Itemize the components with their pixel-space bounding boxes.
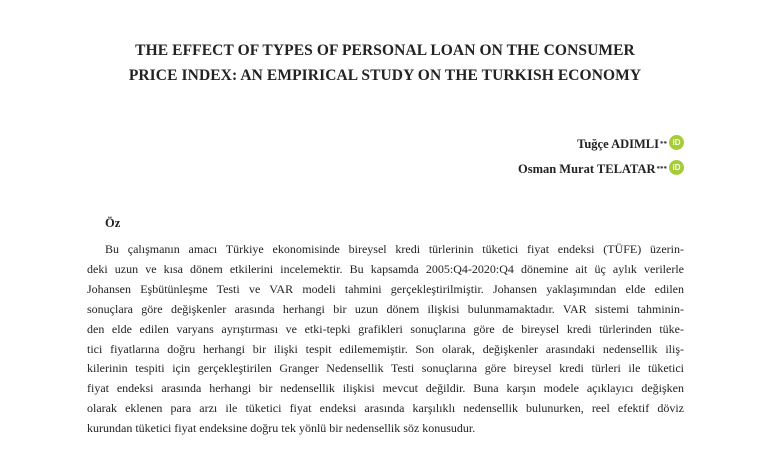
author-name: Tuğçe ADIMLI <box>577 137 659 151</box>
paper-title <box>60 38 710 88</box>
abstract-heading: Öz <box>105 216 121 230</box>
author-1 <box>518 132 684 157</box>
title-line-2: PRICE INDEX: AN EMPIRICAL STUDY ON THE TURKISH ECONOMY <box>128 67 642 84</box>
orcid-icon[interactable]: iD <box>669 135 684 150</box>
abstract-body <box>87 240 684 439</box>
author-footnote-mark: *** <box>656 165 667 173</box>
author-name: Osman Murat TELATAR <box>517 162 656 176</box>
abstract-line: sonuçlara göre değişkenler arasında herhangi bir uzun dönem ilişkisi bulunmamaktadır. VAR sistemi tahminin- <box>87 301 684 316</box>
abstract-line: Johansen Eşbütünleşme Testi ve VAR modeli tahmini gerçekleştirilmiştir. Johansen yaklaşımından elde edilen <box>87 281 684 296</box>
abstract-line: Bu çalışmanın amacı Türkiye ekonomisinde bireysel kredi türlerinin tüketici fiyat endeksi (TÜFE) üzerin- <box>105 242 684 256</box>
author-2 <box>518 157 684 182</box>
abstract-line: kilerinin tespiti için gerçekleştirilen Granger Nedensellik Testi sonuçlarına göre bireysel kredi türleri ile tüketici <box>87 361 684 376</box>
abstract-line: kurundan tüketici fiyat endeksine doğru tek yönlü bir nedensellik söz konusudur. <box>87 421 476 436</box>
author-footnote-mark: ** <box>660 140 667 148</box>
orcid-icon[interactable]: iD <box>669 160 684 175</box>
abstract-line: fiyat endeksi arasında herhangi bir nedensellik ilişkisi mevcut değildir. Buna karşın modele açıklayıcı değişken <box>87 381 684 396</box>
abstract-line: den elde edilen varyans ayrıştırması ve etki-tepki grafikleri sonuçlarına göre de bireysel kredi türlerinden tüke- <box>87 321 684 336</box>
abstract-line: deki uzun ve kısa dönem etkilerini incelemektir. Bu kapsamda 2005:Q4-2020:Q4 dönemine ait üç aylık verilerle <box>87 261 684 276</box>
author-list <box>518 132 684 182</box>
abstract-line: tici fiyatlarına doğru herhangi bir ilişki tespit edilememiştir. Son olarak, değişkenler arasındaki nedensellik iliş- <box>87 341 684 356</box>
title-line-1: THE EFFECT OF TYPES OF PERSONAL LOAN ON THE CONSUMER <box>135 42 635 59</box>
abstract-line: olarak eklenen para arzı ile tüketici fiyat endeksi arasında karşılıklı nedensellik bulunurken, reel efektif döviz <box>87 401 684 416</box>
